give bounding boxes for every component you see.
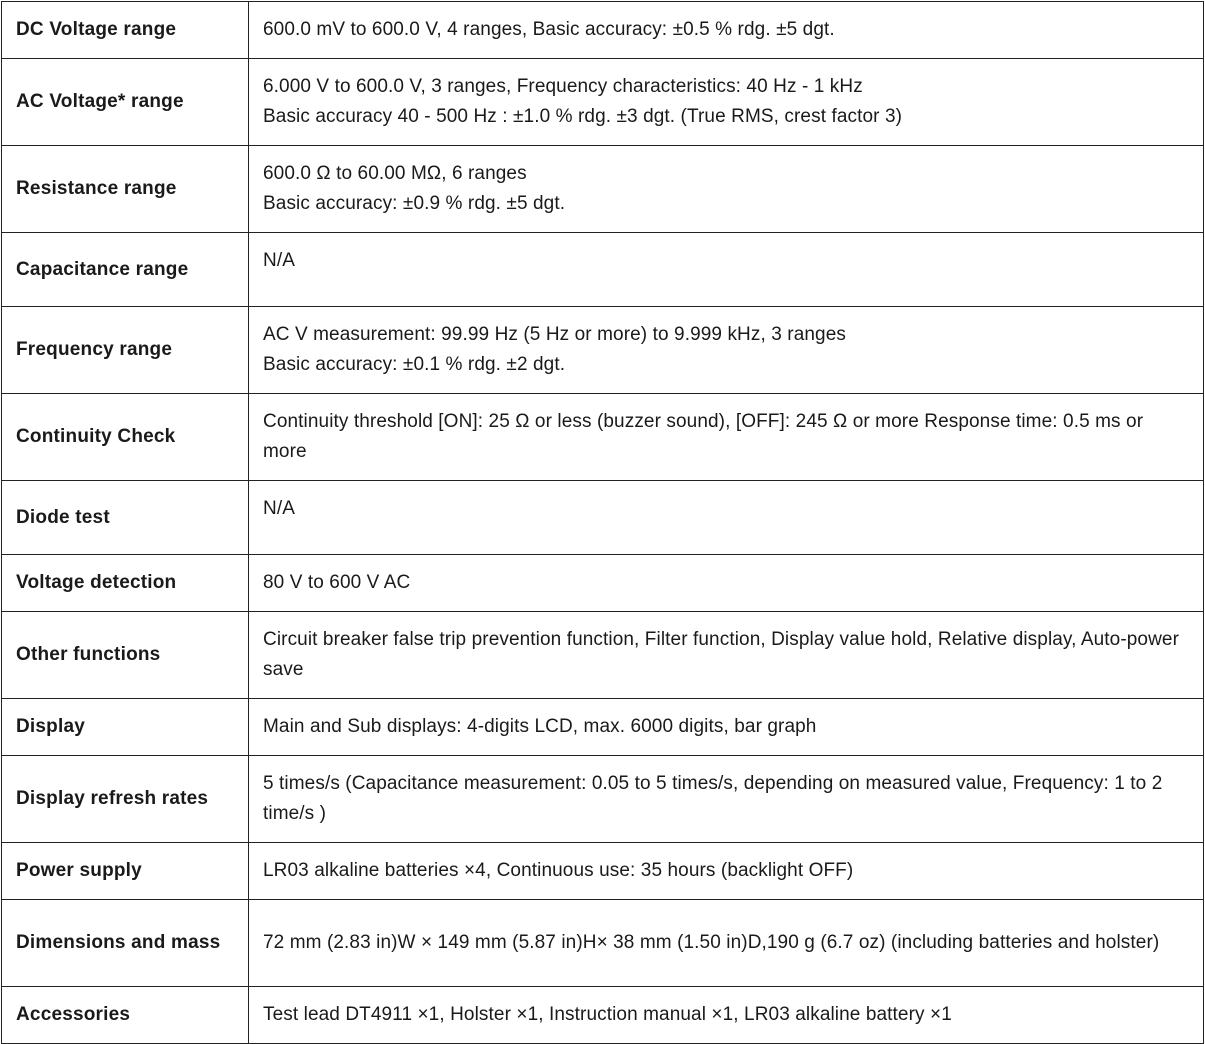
- row-value: [249, 699, 1204, 756]
- table-row: [2, 481, 1204, 555]
- row-value: [249, 612, 1204, 699]
- table-row: [2, 2, 1204, 59]
- value-line: Circuit breaker false trip prevention function, Filter function, Display value hold, Relative display, Auto-power save: [263, 629, 1179, 680]
- row-value: [249, 987, 1204, 1044]
- row-label: AC Voltage* range: [2, 59, 249, 146]
- row-value: [249, 900, 1204, 987]
- table-row: [2, 59, 1204, 146]
- row-label: Resistance range: [2, 146, 249, 233]
- value-line: 600.0 Ω to 60.00 MΩ, 6 ranges: [263, 163, 527, 184]
- row-label: Power supply: [2, 843, 249, 900]
- row-label: Frequency range: [2, 307, 249, 394]
- value-line: AC V measurement: 99.99 Hz (5 Hz or more) to 9.999 kHz, 3 ranges: [263, 324, 846, 345]
- row-value: [249, 394, 1204, 481]
- value-line: Basic accuracy 40 - 500 Hz : ±1.0 % rdg. ±3 dgt. (True RMS, crest factor 3): [263, 106, 903, 127]
- value-line: Basic accuracy: ±0.9 % rdg. ±5 dgt.: [263, 193, 566, 214]
- table-row: [2, 756, 1204, 843]
- table-row: [2, 987, 1204, 1044]
- value-line: N/A: [263, 498, 295, 519]
- row-label: Other functions: [2, 612, 249, 699]
- value-line: 5 times/s (Capacitance measurement: 0.05 to 5 times/s, depending on measured value, Frequency: 1 to 2 time/s ): [263, 773, 1163, 824]
- row-value: [249, 307, 1204, 394]
- row-label: Accessories: [2, 987, 249, 1044]
- table-row: [2, 843, 1204, 900]
- value-line: N/A: [263, 250, 295, 271]
- row-value: [249, 146, 1204, 233]
- table-row: [2, 394, 1204, 481]
- table-row: [2, 900, 1204, 987]
- row-label: Display refresh rates: [2, 756, 249, 843]
- value-line: Main and Sub displays: 4-digits LCD, max. 6000 digits, bar graph: [263, 716, 817, 737]
- value-line: 600.0 mV to 600.0 V, 4 ranges, Basic accuracy: ±0.5 % rdg. ±5 dgt.: [263, 19, 835, 40]
- row-label: Diode test: [2, 481, 249, 555]
- value-line: 6.000 V to 600.0 V, 3 ranges, Frequency characteristics: 40 Hz - 1 kHz: [263, 76, 863, 97]
- row-value: [249, 2, 1204, 59]
- value-line: Continuity threshold [ON]: 25 Ω or less (buzzer sound), [OFF]: 245 Ω or more Response time: 0.5 ms or more: [263, 411, 1144, 462]
- row-value: [249, 233, 1204, 307]
- value-line: Test lead DT4911 ×1, Holster ×1, Instruction manual ×1, LR03 alkaline battery ×1: [263, 1004, 952, 1025]
- row-value: [249, 843, 1204, 900]
- value-line: 72 mm (2.83 in)W × 149 mm (5.87 in)H× 38 mm (1.50 in)D,190 g (6.7 oz) (including batteries and holster): [263, 932, 1160, 953]
- table-row: [2, 146, 1204, 233]
- row-label: Continuity Check: [2, 394, 249, 481]
- row-value: [249, 555, 1204, 612]
- row-value: [249, 756, 1204, 843]
- value-line: LR03 alkaline batteries ×4, Continuous use: 35 hours (backlight OFF): [263, 860, 854, 881]
- table-row: [2, 307, 1204, 394]
- table-row: [2, 555, 1204, 612]
- row-label: Dimensions and mass: [2, 900, 249, 987]
- row-label: Capacitance range: [2, 233, 249, 307]
- row-label: Display: [2, 699, 249, 756]
- table-row: [2, 612, 1204, 699]
- row-label: DC Voltage range: [2, 2, 249, 59]
- table-row: [2, 699, 1204, 756]
- row-value: [249, 59, 1204, 146]
- spec-table: [1, 1, 1204, 1044]
- row-value: [249, 481, 1204, 555]
- value-line: Basic accuracy: ±0.1 % rdg. ±2 dgt.: [263, 354, 566, 375]
- value-line: 80 V to 600 V AC: [263, 572, 411, 593]
- table-row: [2, 233, 1204, 307]
- row-label: Voltage detection: [2, 555, 249, 612]
